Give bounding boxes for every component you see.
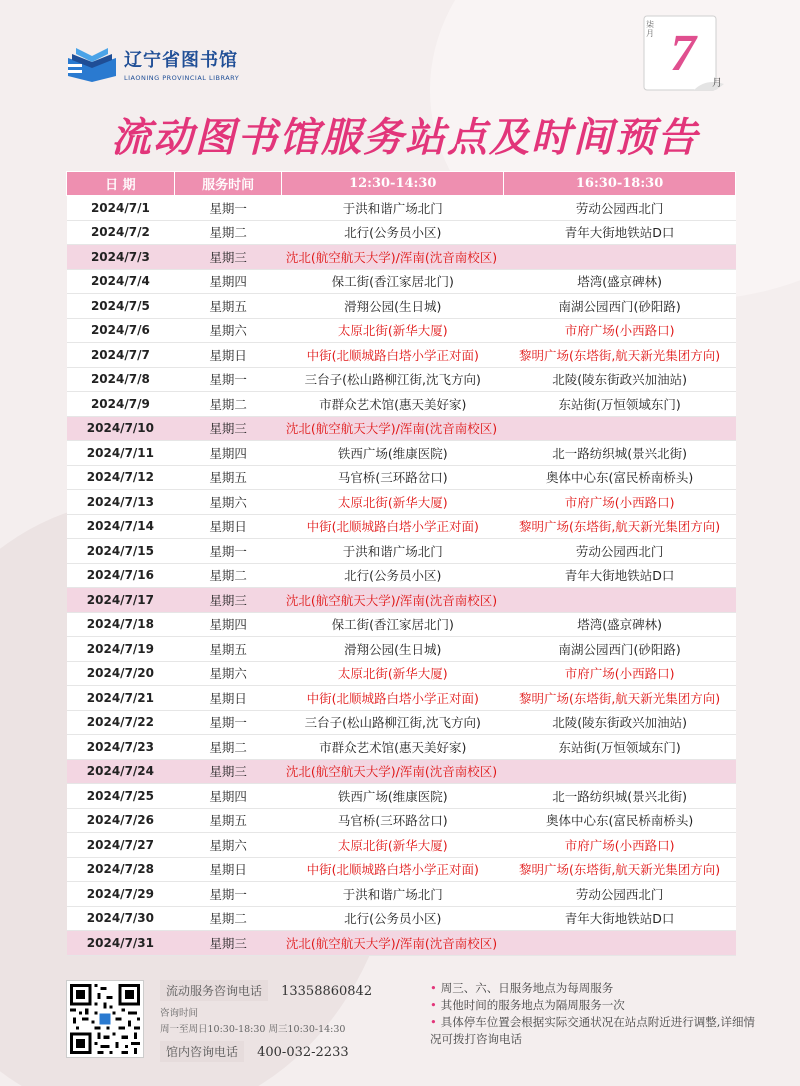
row-date: 2024/7/27 [67,833,175,858]
row-location-slot-1: 保工街(香江家居北门) [282,269,504,294]
header-slot-2: 16:30-18:30 [504,172,736,196]
row-location-slot-1: 滑翔公园(生日城) [282,294,504,319]
table-row [67,220,736,245]
table-row [67,514,736,539]
table-row [67,465,736,490]
row-date: 2024/7/25 [67,784,175,809]
row-location-slot-2: 市府广场(小西路口) [504,490,736,515]
row-location-slot-2: 东站街(万恒领域东门) [504,392,736,417]
row-weekday: 星期三 [174,759,282,784]
row-weekday: 星期二 [174,906,282,931]
calendar-badge [642,14,726,94]
row-location-slot-2: 劳动公园西北门 [504,196,736,221]
row-weekday: 星期六 [174,661,282,686]
row-date: 2024/7/1 [67,196,175,221]
row-location-slot-1: 保工街(香江家居北门) [282,612,504,637]
row-weekday: 星期日 [174,857,282,882]
page-title: 流动图书馆服务站点及时间预告 [111,115,699,161]
row-location-slot-2: 青年大街地铁站D口 [504,906,736,931]
row-location-slot-1: 马官桥(三环路岔口) [282,465,504,490]
row-location-slot-2: 黎明广场(东塔街,航天新光集团方向) [504,857,736,882]
row-location-slot-2: 北一路纺织城(景兴北街) [504,784,736,809]
row-weekday: 星期日 [174,686,282,711]
calendar-month: 月 [712,78,722,89]
table-row [67,563,736,588]
table-row [67,857,736,882]
row-date: 2024/7/5 [67,294,175,319]
row-location-slot-2: 黎明广场(东塔街,航天新光集团方向) [504,514,736,539]
calendar-tag: 柒月 [646,20,654,38]
row-weekday: 星期一 [174,196,282,221]
row-location-slot-2: 北陵(陵东街政兴加油站) [504,710,736,735]
row-location-slot-1: 于洪和谐广场北门 [282,539,504,564]
table-row [67,588,736,613]
row-date: 2024/7/24 [67,759,175,784]
table-row [67,294,736,319]
hours-title: 咨询时间 [160,1008,199,1019]
row-location-slot-2: 塔湾(盛京碑林) [504,269,736,294]
row-date: 2024/7/22 [67,710,175,735]
row-date: 2024/7/3 [67,245,175,270]
header-slot-1: 12:30-14:30 [282,172,504,196]
row-weekday: 星期日 [174,343,282,368]
row-weekday: 星期三 [174,245,282,270]
library-label: 馆内咨询电话 [160,1041,244,1062]
row-location-slot-2: 黎明广场(东塔街,航天新光集团方向) [504,686,736,711]
table-row [67,269,736,294]
table-row [67,318,736,343]
row-weekday: 星期五 [174,808,282,833]
row-date: 2024/7/15 [67,539,175,564]
table-row [67,931,736,956]
schedule-table [66,171,736,956]
table-row [67,245,736,270]
table-row [67,710,736,735]
row-weekday: 星期三 [174,416,282,441]
table-row [67,784,736,809]
row-date: 2024/7/13 [67,490,175,515]
row-location-slot-1: 市群众艺术馆(惠天美好家) [282,735,504,760]
table-row [67,612,736,637]
row-location-slot-2: 南湖公园西门(砂阳路) [504,294,736,319]
row-date: 2024/7/19 [67,637,175,662]
row-date: 2024/7/14 [67,514,175,539]
row-location-slot-1: 滑翔公园(生日城) [282,637,504,662]
row-date: 2024/7/31 [67,931,175,956]
library-phone: 400-032-2233 [257,1045,349,1060]
row-location-combined: 沈北(航空航天大学)/浑南(沈音南校区) [282,759,736,784]
row-location-slot-1: 北行(公务员小区) [282,563,504,588]
row-location-slot-1: 中街(北顺城路白塔小学正对面) [282,686,504,711]
table-header-row [67,172,736,196]
row-location-slot-2: 北一路纺织城(景兴北街) [504,441,736,466]
row-location-slot-1: 于洪和谐广场北门 [282,196,504,221]
row-location-slot-1: 北行(公务员小区) [282,220,504,245]
row-weekday: 星期三 [174,588,282,613]
note-item: • 其他时间的服务地点为隔周服务一次 [430,998,625,1012]
row-date: 2024/7/29 [67,882,175,907]
table-row [67,735,736,760]
row-date: 2024/7/9 [67,392,175,417]
row-weekday: 星期六 [174,490,282,515]
row-location-slot-2: 劳动公园西北门 [504,882,736,907]
row-location-slot-1: 于洪和谐广场北门 [282,882,504,907]
row-weekday: 星期四 [174,269,282,294]
row-weekday: 星期一 [174,367,282,392]
footer-notes [430,980,760,1048]
table-row [67,441,736,466]
row-location-slot-1: 马官桥(三环路岔口) [282,808,504,833]
table-row [67,343,736,368]
row-location-slot-2: 黎明广场(东塔街,航天新光集团方向) [504,343,736,368]
row-date: 2024/7/11 [67,441,175,466]
row-weekday: 星期一 [174,539,282,564]
row-location-slot-1: 北行(公务员小区) [282,906,504,931]
row-date: 2024/7/8 [67,367,175,392]
table-row [67,808,736,833]
table-row [67,759,736,784]
table-row [67,416,736,441]
table-row [67,196,736,221]
row-weekday: 星期三 [174,931,282,956]
table-row [67,882,736,907]
row-location-slot-1: 中街(北顺城路白塔小学正对面) [282,343,504,368]
row-date: 2024/7/23 [67,735,175,760]
row-date: 2024/7/28 [67,857,175,882]
row-location-slot-2: 塔湾(盛京碑林) [504,612,736,637]
row-date: 2024/7/10 [67,416,175,441]
table-row [67,539,736,564]
row-location-slot-1: 太原北街(新华大厦) [282,833,504,858]
note-item: • 周三、六、日服务地点为每周服务 [430,981,614,995]
row-location-slot-1: 太原北街(新华大厦) [282,661,504,686]
row-location-slot-2: 奥体中心东(富民桥南桥头) [504,465,736,490]
qr-code [66,980,144,1058]
row-location-slot-1: 中街(北顺城路白塔小学正对面) [282,514,504,539]
table-row [67,833,736,858]
row-date: 2024/7/20 [67,661,175,686]
note-item: • 具体停车位置会根据实际交通状况在站点附近进行调整,详细情况可拨打咨询电话 [430,1015,755,1046]
row-weekday: 星期二 [174,735,282,760]
table-row [67,490,736,515]
header-service-time: 服务时间 [174,172,282,196]
row-location-slot-1: 中街(北顺城路白塔小学正对面) [282,857,504,882]
row-weekday: 星期二 [174,563,282,588]
row-location-slot-2: 奥体中心东(富民桥南桥头) [504,808,736,833]
row-weekday: 星期五 [174,465,282,490]
table-row [67,392,736,417]
hours-text: 周一至周日10:30-18:30 周三10:30-14:30 [160,1024,346,1035]
consult-label: 流动服务咨询电话 [160,980,268,1001]
row-weekday: 星期五 [174,637,282,662]
row-location-slot-2: 市府广场(小西路口) [504,833,736,858]
row-weekday: 星期一 [174,882,282,907]
row-location-slot-1: 太原北街(新华大厦) [282,318,504,343]
row-location-slot-1: 市群众艺术馆(惠天美好家) [282,392,504,417]
table-row [67,637,736,662]
table-row [67,367,736,392]
row-weekday: 星期二 [174,220,282,245]
row-weekday: 星期日 [174,514,282,539]
table-row [67,661,736,686]
row-location-slot-1: 三台子(松山路柳江街,沈飞方向) [282,367,504,392]
row-date: 2024/7/17 [67,588,175,613]
calendar-number: 7 [670,25,696,82]
row-location-slot-1: 铁西广场(维康医院) [282,441,504,466]
library-logo [66,46,239,82]
row-location-combined: 沈北(航空航天大学)/浑南(沈音南校区) [282,245,736,270]
row-date: 2024/7/26 [67,808,175,833]
row-location-slot-2: 青年大街地铁站D口 [504,563,736,588]
row-weekday: 星期四 [174,441,282,466]
row-location-combined: 沈北(航空航天大学)/浑南(沈音南校区) [282,931,736,956]
row-date: 2024/7/12 [67,465,175,490]
row-location-slot-2: 劳动公园西北门 [504,539,736,564]
footer [60,972,760,1072]
row-date: 2024/7/2 [67,220,175,245]
row-location-slot-2: 南湖公园西门(砂阳路) [504,637,736,662]
row-location-slot-2: 东站街(万恒领域东门) [504,735,736,760]
row-location-slot-2: 市府广场(小西路口) [504,661,736,686]
row-weekday: 星期一 [174,710,282,735]
row-weekday: 星期四 [174,784,282,809]
row-location-slot-1: 太原北街(新华大厦) [282,490,504,515]
row-date: 2024/7/21 [67,686,175,711]
row-location-slot-2: 北陵(陵东街政兴加油站) [504,367,736,392]
row-weekday: 星期五 [174,294,282,319]
row-date: 2024/7/4 [67,269,175,294]
row-date: 2024/7/18 [67,612,175,637]
book-logo-icon [66,46,118,82]
row-date: 2024/7/7 [67,343,175,368]
row-weekday: 星期二 [174,392,282,417]
row-weekday: 星期六 [174,318,282,343]
table-row [67,686,736,711]
row-date: 2024/7/16 [67,563,175,588]
logo-name-cn: 辽宁省图书馆 [124,50,238,71]
row-weekday: 星期六 [174,833,282,858]
table-row [67,906,736,931]
logo-name-en: LIAONING PROVINCIAL LIBRARY [124,74,240,82]
row-location-slot-1: 铁西广场(维康医院) [282,784,504,809]
header-date: 日 期 [67,172,175,196]
row-location-combined: 沈北(航空航天大学)/浑南(沈音南校区) [282,416,736,441]
row-location-slot-2: 青年大街地铁站D口 [504,220,736,245]
row-location-slot-2: 市府广场(小西路口) [504,318,736,343]
row-location-slot-1: 三台子(松山路柳江街,沈飞方向) [282,710,504,735]
consult-phone: 13358860842 [281,984,373,999]
row-date: 2024/7/6 [67,318,175,343]
row-date: 2024/7/30 [67,906,175,931]
row-weekday: 星期四 [174,612,282,637]
row-location-combined: 沈北(航空航天大学)/浑南(沈音南校区) [282,588,736,613]
footer-contact [160,980,420,1062]
